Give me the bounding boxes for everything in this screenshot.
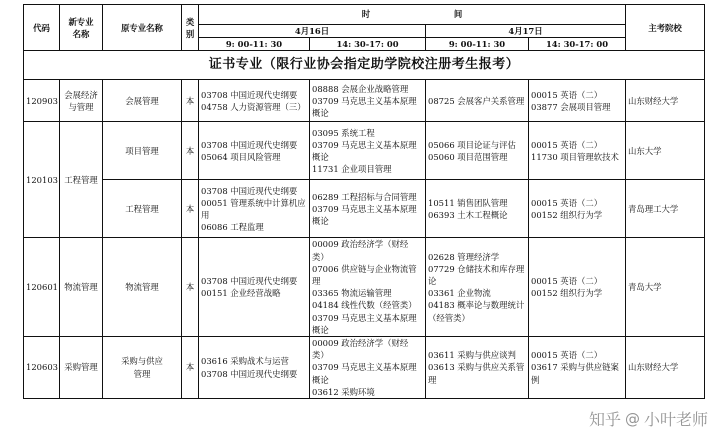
level: 本 [182,238,199,337]
table-row [24,238,705,337]
table-row [24,180,705,238]
apr16-morning-courses: 03708 中国近现代史纲要 04758 人力资源管理（三） [199,80,310,122]
apr17-afternoon-courses: 00015 英语（二） 00152 组织行为学 [529,238,626,337]
level: 本 [182,80,199,122]
exam-school: 山东财经大学 [626,80,705,122]
header-time: 时 间 [199,5,626,25]
table-row [24,80,705,122]
apr17-morning-courses: 02628 管理经济学 07729 仓储技术和库存理论 03361 企业物流 04183 概率论与数理统计（经管类） [426,238,529,337]
level: 本 [182,180,199,238]
apr16-afternoon-courses: 00009 政治经济学（财经类） 07006 供应链与企业物流管理 03365 物流运输管理 04184 线性代数（经管类） 03709 马克思主义基本原理概论 [310,238,426,337]
header-category: 类 别 [182,5,199,51]
apr16-morning-courses: 03708 中国近现代史纲要 00151 企业经营战略 [199,238,310,337]
apr16-morning-courses: 03708 中国近现代史纲要 00051 管理系统中计算机应用 06086 工程监理 [199,180,310,238]
header-morning-1: 9: 00-11: 30 [199,38,310,51]
apr16-afternoon-courses: 08888 会展企业战略管理 03709 马克思主义基本原理概论 [310,80,426,122]
apr17-afternoon-courses: 00015 英语（二） 11730 项目管理软技术 [529,122,626,180]
header-morning-2: 9: 00-11: 30 [426,38,529,51]
apr16-morning-courses: 03708 中国近现代史纲要 05064 项目风险管理 [199,122,310,180]
exam-school: 山东财经大学 [626,337,705,399]
apr17-morning-courses: 03611 采购与供应谈判 03613 采购与供应关系管理 [426,337,529,399]
major-code: 120603 [24,337,60,399]
apr17-morning-courses: 08725 会展客户关系管理 [426,80,529,122]
apr16-afternoon-courses: 03095 系统工程 03709 马克思主义基本原理概论 11731 企业项目管理 [310,122,426,180]
header-new-major: 新专业 名称 [60,5,103,51]
header-row-1 [24,5,705,25]
apr17-afternoon-courses: 00015 英语（二） 00152 组织行为学 [529,180,626,238]
at-sign-icon: @ [624,409,640,428]
header-school: 主考院校 [626,5,705,51]
section-title: 证书专业（限行业协会指定助学院校注册考生报考） [24,51,705,80]
new-major-name: 会展经济 与管理 [60,80,103,122]
old-major-name: 采购与供应 管理 [103,337,182,399]
watermark-author: 小叶老师 [643,410,708,429]
watermark-brand: 知乎 [588,410,621,429]
exam-school: 山东大学 [626,122,705,180]
header-date-apr17: 4月17日 [426,25,626,38]
section-row [24,51,705,80]
header-code: 代码 [24,5,60,51]
zhihu-watermark [589,407,708,430]
header-date-apr16: 4月16日 [199,25,426,38]
new-major-name: 工程管理 [60,122,103,238]
apr16-afternoon-courses: 00009 政治经济学（财经类） 03709 马克思主义基本原理概论 03612 采购环境 [310,337,426,399]
new-major-name: 采购管理 [60,337,103,399]
major-code: 120601 [24,238,60,337]
apr17-afternoon-courses: 00015 英语（二） 03617 采购与供应链案例 [529,337,626,399]
apr16-afternoon-courses: 06289 工程招标与合同管理 03709 马克思主义基本原理概论 [310,180,426,238]
apr17-afternoon-courses: 00015 英语（二） 03877 会展项目管理 [529,80,626,122]
major-code: 120903 [24,80,60,122]
exam-school: 青岛理工大学 [626,180,705,238]
header-old-major: 原专业名称 [103,5,182,51]
old-major-name: 会展管理 [103,80,182,122]
level: 本 [182,337,199,399]
table-row [24,337,705,399]
level: 本 [182,122,199,180]
old-major-name: 工程管理 [103,180,182,238]
header-afternoon-1: 14: 30-17: 00 [310,38,426,51]
apr17-morning-courses: 05066 项目论证与评估 05060 项目范围管理 [426,122,529,180]
apr17-morning-courses: 10511 销售团队管理 06393 土木工程概论 [426,180,529,238]
table-row [24,122,705,180]
header-afternoon-2: 14: 30-17: 00 [529,38,626,51]
new-major-name: 物流管理 [60,238,103,337]
apr16-morning-courses: 03616 采购战术与运营 03708 中国近现代史纲要 [199,337,310,399]
old-major-name: 项目管理 [103,122,182,180]
major-code: 120103 [24,122,60,238]
exam-school: 青岛大学 [626,238,705,337]
old-major-name: 物流管理 [103,238,182,337]
exam-schedule-table [23,4,705,399]
